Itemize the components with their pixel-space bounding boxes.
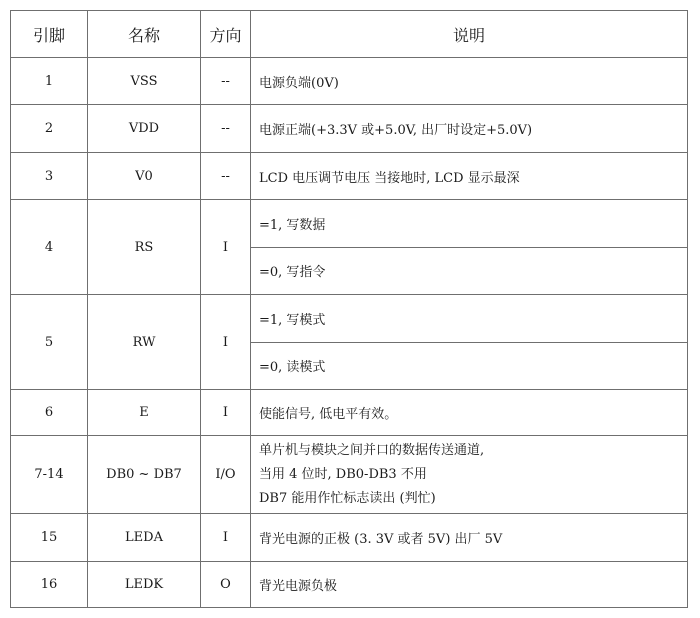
description-line: 当用 4 位时, DB0-DB3 不用 <box>259 466 427 482</box>
pin-direction: I <box>201 514 251 562</box>
pin-direction: -- <box>201 58 251 105</box>
pin-description <box>251 436 688 514</box>
pin-description: 电源负端(0V) <box>251 58 688 105</box>
pin-description: 背光电源负极 <box>251 562 688 608</box>
pin-description <box>251 295 688 390</box>
pin-number: 7-14 <box>11 436 88 514</box>
pin-direction: I <box>201 390 251 436</box>
pin-direction: O <box>201 562 251 608</box>
table-header-row <box>11 11 688 58</box>
header-pin: 引脚 <box>11 11 88 58</box>
pin-definition-table <box>10 10 688 608</box>
pin-description <box>251 200 688 295</box>
table-row <box>11 562 688 608</box>
pin-description: 电源正端(+3.3V 或+5.0V, 出厂时设定+5.0V) <box>251 105 688 153</box>
table-row <box>11 295 688 390</box>
description-line: =0, 写指令 <box>251 247 687 294</box>
pin-direction: -- <box>201 105 251 153</box>
table-row <box>11 514 688 562</box>
pin-name: VSS <box>88 58 201 105</box>
pin-number: 4 <box>11 200 88 295</box>
pin-number: 5 <box>11 295 88 390</box>
table-row <box>11 105 688 153</box>
description-line: 单片机与模块之间并口的数据传送通道, <box>259 442 485 458</box>
description-line: =1, 写模式 <box>259 313 326 328</box>
pin-name: LEDK <box>88 562 201 608</box>
table-row <box>11 390 688 436</box>
pin-name: RW <box>88 295 201 390</box>
description-line: =1, 写数据 <box>259 218 326 233</box>
pin-direction: I <box>201 295 251 390</box>
pin-description: LCD 电压调节电压 当接地时, LCD 显示最深 <box>251 153 688 200</box>
pin-name: DB0 ~ DB7 <box>88 436 201 514</box>
pin-direction: I <box>201 200 251 295</box>
pin-number: 6 <box>11 390 88 436</box>
pin-name: VDD <box>88 105 201 153</box>
pin-description: 使能信号, 低电平有效。 <box>251 390 688 436</box>
header-name: 名称 <box>88 11 201 58</box>
header-direction: 方向 <box>201 11 251 58</box>
pin-number: 3 <box>11 153 88 200</box>
pin-number: 16 <box>11 562 88 608</box>
table-row <box>11 200 688 295</box>
pin-name: V0 <box>88 153 201 200</box>
pin-name: LEDA <box>88 514 201 562</box>
pin-number: 1 <box>11 58 88 105</box>
pin-name: RS <box>88 200 201 295</box>
pin-number: 15 <box>11 514 88 562</box>
table-row <box>11 436 688 514</box>
table-row <box>11 153 688 200</box>
pin-direction: -- <box>201 153 251 200</box>
description-line: =0, 读模式 <box>251 342 687 389</box>
table-row <box>11 58 688 105</box>
description-line: DB7 能用作忙标志读出 (判忙) <box>259 490 436 506</box>
pin-direction: I/O <box>201 436 251 514</box>
header-description: 说明 <box>251 11 688 58</box>
pin-description: 背光电源的正极 (3. 3V 或者 5V) 出厂 5V <box>251 514 688 562</box>
pin-name: E <box>88 390 201 436</box>
pin-number: 2 <box>11 105 88 153</box>
